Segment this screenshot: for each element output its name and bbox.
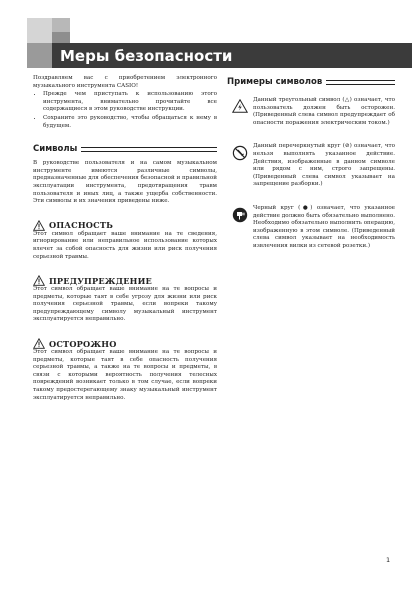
example-text: Данный перечеркнутый круг (⊘) означает, что нельзя выполнять указанное действие. Действия, изображенные в данном символе или рядом с ним, строго запрещены. (Приведенный слева символ указывает на запрещение разборки.): [253, 143, 395, 188]
corner-decoration: [52, 18, 70, 32]
example-item: [227, 205, 395, 251]
intro-bullets: [33, 91, 217, 130]
section-heading: Символы: [33, 144, 78, 155]
warning-triangle-icon: [33, 220, 45, 231]
page-title: Меры безопасности: [60, 46, 233, 65]
danger-text: Этот символ обращает ваше внимание на те сведения, игнорирование или неправильное использование которых влечет за собой опасность для жизни или риск получения серьезной травмы.: [33, 230, 217, 260]
section-rule: [81, 147, 217, 152]
caution-header: [33, 338, 217, 349]
prohibited-disassembly-icon: [232, 145, 248, 161]
intro-lead: Поздравляем вас с приобретением электронного музыкального инструмента CASIO!: [33, 75, 217, 89]
section-heading: Примеры символов: [227, 77, 323, 87]
symbols-section-header: [33, 144, 217, 154]
danger-label: ОПАСНОСТЬ: [49, 220, 114, 231]
warning-label: ПРЕДУПРЕЖДЕНИЕ: [49, 275, 152, 286]
symbols-text: В руководстве пользователя и на самом музыкальном инструменте имеются различные символы, предназначенные для обеспечения безопасной и правильной эксплуатации инструмента, предотвращения травм пользователя и иных лиц, а также ущерба собственности. Эти символы и их значения приведены ниже.: [33, 160, 217, 205]
examples-section-header: [227, 77, 395, 87]
corner-decoration: [52, 32, 70, 43]
warning-header: [33, 275, 217, 286]
example-text: Данный треугольный символ (△) означает, что пользователь должен быть осторожен. (Приведенный слева символ предупреждает об опасности поражения электрическим током.): [253, 97, 395, 126]
title-bar: [52, 43, 412, 68]
section-rule: [326, 80, 395, 85]
example-item: [227, 143, 395, 189]
left-column: [33, 75, 217, 402]
example-text: Черный круг (●) означает, что указанное действие должно быть обязательно выполнено. Необходимо обязательно выполнить операцию, изображенную в этом символе. (Приведенный слева символ указывает на необходимость извлечения вилки из сетевой розетки.): [253, 204, 395, 249]
right-column: [227, 77, 395, 251]
unplug-mandatory-icon: [232, 207, 248, 223]
caution-text: Этот символ обращает ваше внимание на те вопросы и предметы, которые таят в себе опасность получения серьезной травмы, а также на те вопросы и предметы, в связи с которыми вероятность получения телесных повреждений возникает только в том случае, если вопреки такому предостерегающему знаку музыкальный инструмент эксплуатируется неправильно.: [33, 349, 217, 401]
danger-header: [33, 220, 217, 231]
example-item: [227, 97, 395, 127]
warning-text: Этот символ обращает ваше внимание на те вопросы и предметы, которые таят в себе угрозу для жизни или риск получения серьезной травмы, если вопреки такому предупреждающему символу музыкальный инструмент эксплуатируется неправильно.: [33, 286, 217, 323]
corner-decoration: [27, 18, 52, 43]
warning-triangle-icon: [33, 338, 45, 349]
list-item: • Сохраните это руководство, чтобы обращаться к нему в будущем.: [43, 115, 217, 130]
page-number: 1: [386, 556, 391, 564]
warning-triangle-icon: [33, 275, 45, 286]
corner-decoration: [27, 43, 52, 68]
list-item: • Прежде чем приступать к использованию этого инструмента, внимательно прочитайте все содержащиеся в этом руководстве инструкции.: [43, 91, 217, 114]
triangle-lightning-icon: [232, 99, 248, 113]
caution-label: ОСТОРОЖНО: [49, 338, 117, 349]
